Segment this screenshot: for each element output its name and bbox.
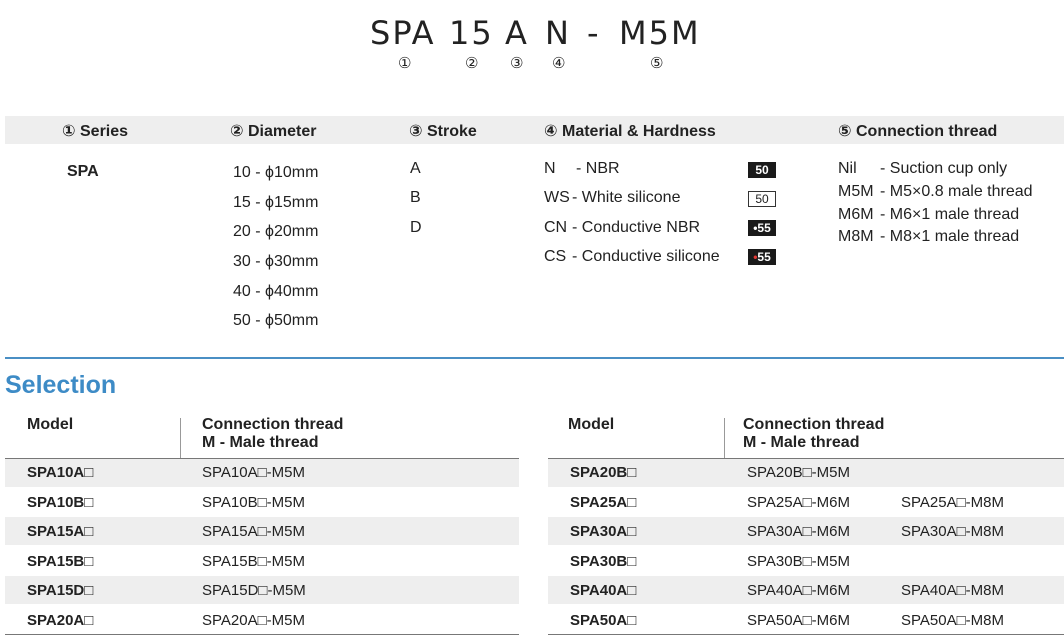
connection-row xyxy=(838,228,1019,246)
table-cell-model: SPA15B□ xyxy=(27,553,94,570)
connection-desc: - Suction cup only xyxy=(880,160,1008,177)
hardness-badge: •55 xyxy=(748,220,776,236)
connection-code: Nil xyxy=(838,160,857,177)
connection-row xyxy=(838,183,1033,201)
diameter-option: 10 - ϕ10mm xyxy=(233,164,319,181)
pn-marker-3: ③ xyxy=(510,54,524,72)
spec-header-material: ④ Material & Hardness xyxy=(544,123,716,140)
material-name: - NBR xyxy=(576,160,620,177)
diameter-option: 20 - ϕ20mm xyxy=(233,223,319,240)
stroke-option: B xyxy=(410,189,421,206)
diameter-option: 30 - ϕ30mm xyxy=(233,253,319,270)
connection-code: M5M xyxy=(838,183,874,200)
pn-connection: M5M xyxy=(619,14,701,52)
material-row xyxy=(544,189,680,207)
diameter-option: 50 - ϕ50mm xyxy=(233,312,319,329)
table-cell-thread: SPA15D□-M5M xyxy=(202,582,306,599)
hardness-badge: 50 xyxy=(748,162,776,178)
table-cell-thread: SPA10B□-M5M xyxy=(202,494,305,511)
table-cell-model: SPA10B□ xyxy=(27,494,94,511)
material-name: - Conductive silicone xyxy=(572,248,720,265)
pn-material: N xyxy=(545,14,571,52)
pn-marker-5: ⑤ xyxy=(650,54,664,72)
conductive-dot-icon: • xyxy=(753,250,758,264)
col-header-thread: Connection thread xyxy=(202,416,344,433)
col-divider xyxy=(724,418,725,458)
spec-header-connection: ⑤ Connection thread xyxy=(838,123,998,140)
table-cell-thread: SPA40A□-M6M xyxy=(747,582,850,599)
material-code: CN xyxy=(544,219,568,236)
table-cell-thread: SPA20B□-M5M xyxy=(747,464,850,481)
pn-marker-2: ② xyxy=(465,54,479,72)
pn-dash: - xyxy=(587,14,601,52)
diameter-option: 15 - ϕ15mm xyxy=(233,194,319,211)
table-cell-thread-alt: SPA40A□-M8M xyxy=(901,582,1004,599)
connection-desc: - M6×1 male thread xyxy=(880,206,1020,223)
table-cell-thread: SPA50A□-M6M xyxy=(747,612,850,629)
table-cell-thread: SPA10A□-M5M xyxy=(202,464,305,481)
connection-desc: - M5×0.8 male thread xyxy=(880,183,1033,200)
pn-series: SPA xyxy=(370,14,436,52)
pn-stroke: A xyxy=(505,14,529,52)
spec-header-diameter: ② Diameter xyxy=(230,123,317,140)
table-cell-model: SPA25A□ xyxy=(570,494,637,511)
connection-row xyxy=(838,206,1019,224)
connection-row xyxy=(838,160,1007,178)
selection-title: Selection xyxy=(5,371,117,399)
table-cell-thread-alt: SPA30A□-M8M xyxy=(901,523,1004,540)
material-code: N xyxy=(544,160,556,177)
diameter-option: 40 - ϕ40mm xyxy=(233,283,319,300)
part-number-code xyxy=(0,14,1064,84)
hardness-badge: •55 xyxy=(748,249,776,265)
material-row xyxy=(544,248,720,266)
series-value: SPA xyxy=(67,163,99,180)
col-header-model: Model xyxy=(27,416,74,433)
table-cell-thread-alt: SPA25A□-M8M xyxy=(901,494,1004,511)
table-bottom-rule xyxy=(548,634,1064,635)
col-header-thread-sub: M - Male thread xyxy=(743,434,860,451)
col-header-model: Model xyxy=(568,416,615,433)
col-divider xyxy=(180,418,181,458)
table-cell-thread: SPA25A□-M6M xyxy=(747,494,850,511)
table-cell-model: SPA20B□ xyxy=(570,464,637,481)
connection-desc: - M8×1 male thread xyxy=(880,228,1020,245)
material-name: - White silicone xyxy=(572,189,681,206)
table-cell-thread: SPA20A□-M5M xyxy=(202,612,305,629)
stroke-option: D xyxy=(410,219,422,236)
material-row xyxy=(544,160,620,178)
section-divider xyxy=(5,357,1064,359)
spec-header-series: ① Series xyxy=(62,123,129,140)
table-cell-model: SPA30B□ xyxy=(570,553,637,570)
material-row xyxy=(544,219,700,237)
table-cell-thread: SPA15B□-M5M xyxy=(202,553,305,570)
pn-diameter: 15 xyxy=(449,14,494,52)
stroke-option: A xyxy=(410,160,421,177)
material-name: - Conductive NBR xyxy=(572,219,701,236)
pn-marker-4: ④ xyxy=(552,54,566,72)
col-header-thread-sub: M - Male thread xyxy=(202,434,319,451)
connection-code: M8M xyxy=(838,228,874,245)
table-cell-model: SPA20A□ xyxy=(27,612,94,629)
connection-code: M6M xyxy=(838,206,874,223)
table-bottom-rule xyxy=(5,634,519,635)
table-cell-model: SPA15D□ xyxy=(27,582,94,599)
table-cell-model: SPA40A□ xyxy=(570,582,637,599)
material-code: WS xyxy=(544,189,570,206)
table-cell-model: SPA50A□ xyxy=(570,612,637,629)
conductive-dot-icon: • xyxy=(753,221,758,235)
table-cell-model: SPA15A□ xyxy=(27,523,94,540)
table-cell-thread: SPA15A□-M5M xyxy=(202,523,305,540)
hardness-badge: 50 xyxy=(748,191,776,207)
table-cell-thread: SPA30A□-M6M xyxy=(747,523,850,540)
table-cell-model: SPA30A□ xyxy=(570,523,637,540)
table-cell-model: SPA10A□ xyxy=(27,464,94,481)
pn-marker-1: ① xyxy=(398,54,412,72)
material-code: CS xyxy=(544,248,567,265)
table-cell-thread: SPA30B□-M5M xyxy=(747,553,850,570)
table-cell-thread-alt: SPA50A□-M8M xyxy=(901,612,1004,629)
col-header-thread: Connection thread xyxy=(743,416,885,433)
spec-header-stroke: ③ Stroke xyxy=(409,123,477,140)
